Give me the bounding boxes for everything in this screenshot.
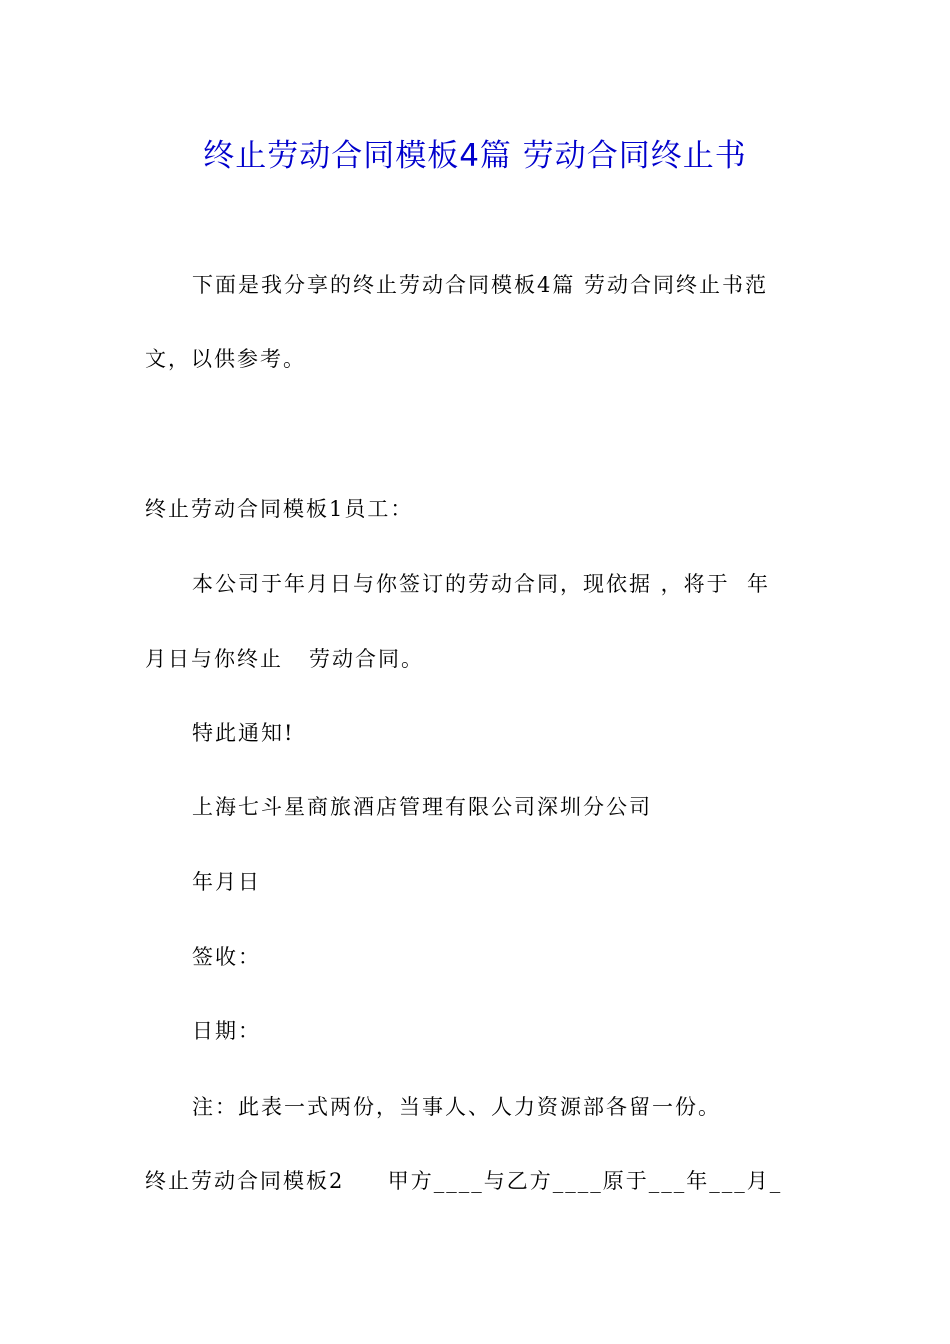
intro-line-1: 下面是我分享的终止劳动合同模板4篇 劳动合同终止书范 bbox=[192, 273, 769, 297]
template2-line: 终止劳动合同模板2 甲方____与乙方____原于___年___月_ bbox=[145, 1169, 783, 1193]
template1-sign: 签收： bbox=[192, 945, 261, 969]
template1-company: 上海七斗星商旅酒店管理有限公司深圳分公司 bbox=[192, 795, 652, 819]
template1-paragraph-line-1: 本公司于年月日与你签订的劳动合同，现依据 ，将于 年 bbox=[192, 572, 771, 596]
intro-line-2: 文，以供参考。 bbox=[145, 347, 306, 371]
template1-heading: 终止劳动合同模板1员工： bbox=[145, 497, 414, 521]
document-title: 终止劳动合同模板4篇 劳动合同终止书 bbox=[203, 138, 747, 174]
template1-notice: 特此通知! bbox=[192, 721, 295, 745]
template1-paragraph-line-2: 月日与你终止 劳动合同。 bbox=[145, 647, 425, 671]
template1-note: 注：此表一式两份，当事人、人力资源部各留一份。 bbox=[192, 1095, 721, 1119]
template1-date-label: 日期： bbox=[192, 1019, 261, 1043]
template1-date: 年月日 bbox=[192, 870, 261, 894]
